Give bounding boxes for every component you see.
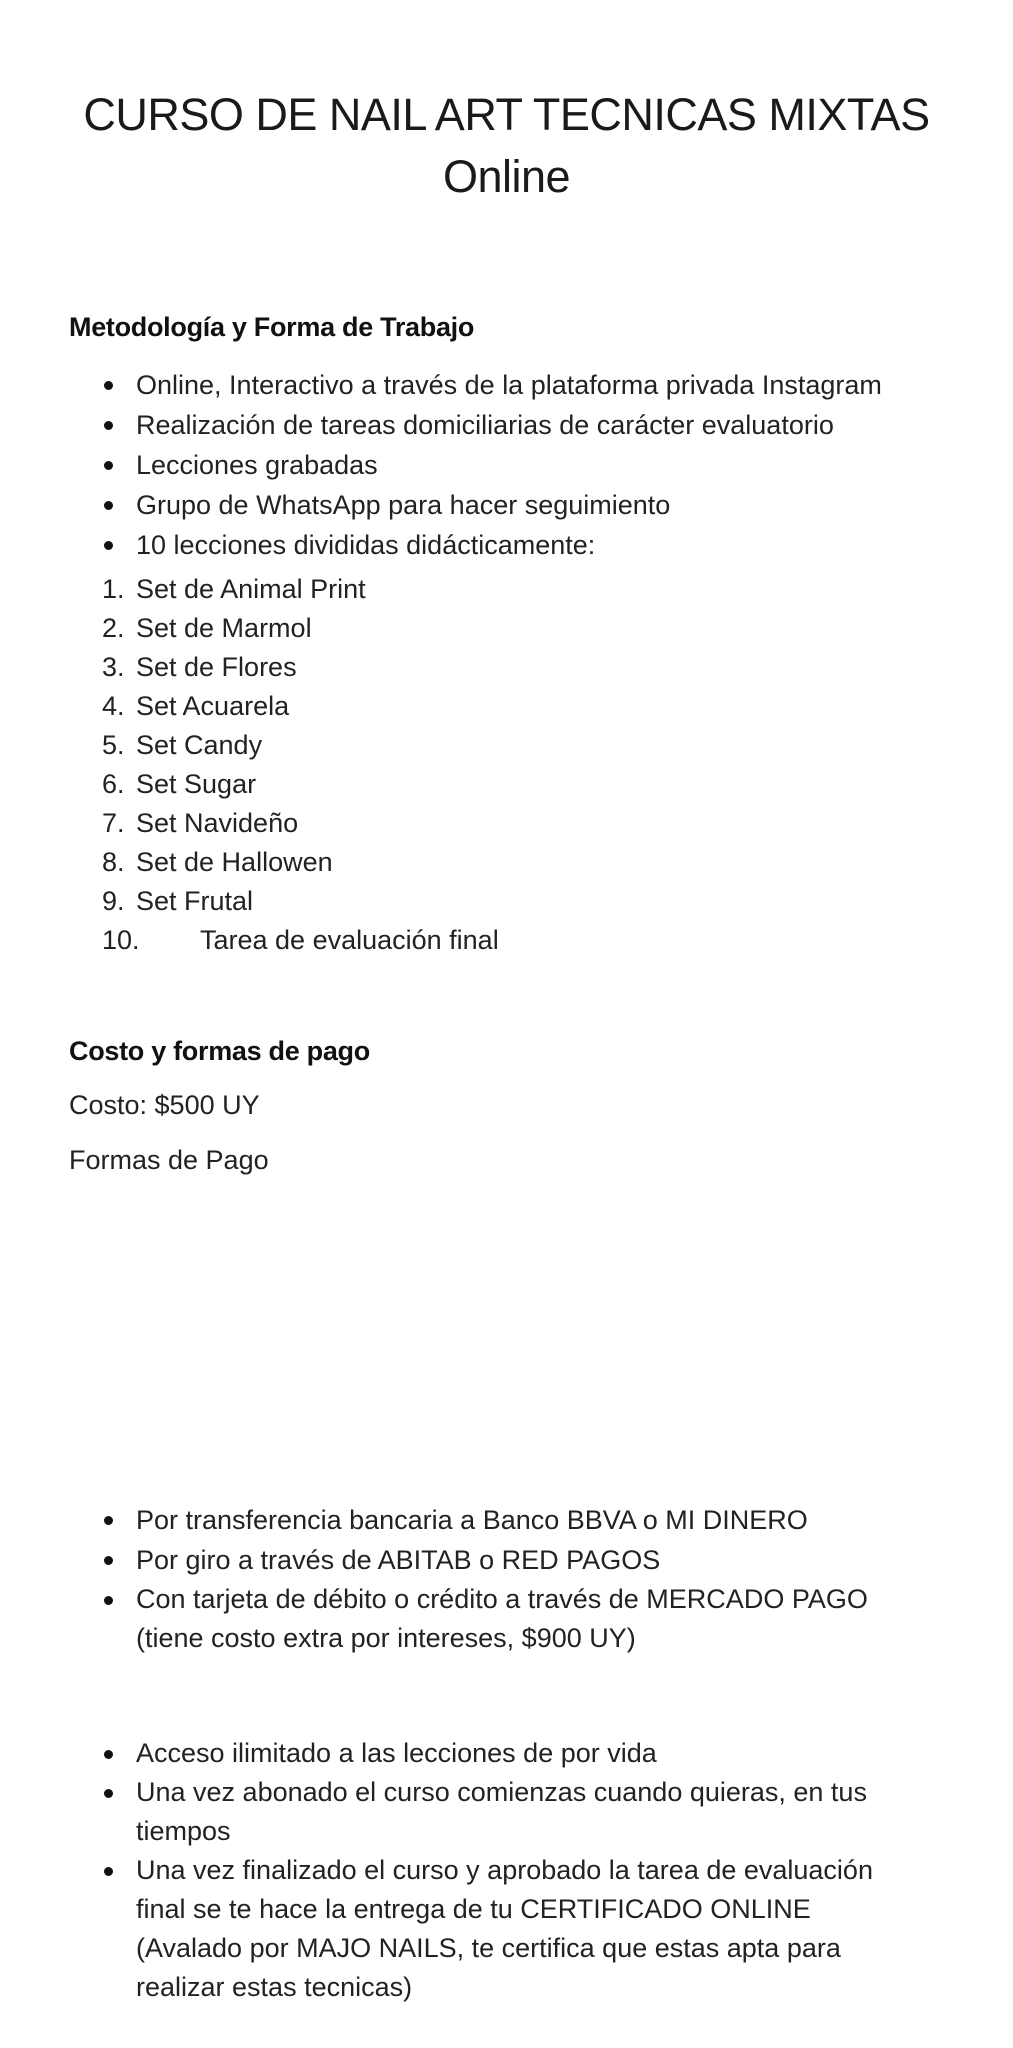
lesson-item: 1. Set de Animal Print bbox=[102, 574, 366, 604]
list-item: Una vez abonado el curso comienzas cuando quieras, en tus tiempos bbox=[0, 1773, 906, 1851]
bullet-icon bbox=[104, 1750, 113, 1759]
methodology-heading: Metodología y Forma de Trabajo bbox=[69, 312, 475, 342]
list-item: Una vez finalizado el curso y aprobado la tarea de evaluación final se te hace la entrega de tu CERTIFICADO ONLINE (Avalado por MAJO NAILS, te certifica que estas apta para realizar estas tecnicas) bbox=[0, 1851, 906, 2007]
lessons-list bbox=[0, 570, 900, 960]
payment-methods-label: Formas de Pago bbox=[69, 1145, 269, 1175]
bullet-icon bbox=[104, 1867, 113, 1876]
bullet-icon bbox=[104, 1789, 113, 1798]
lesson-item: 10. Tarea de evaluación final bbox=[102, 925, 499, 955]
bullet-icon bbox=[104, 1556, 113, 1565]
page-subtitle: Online bbox=[442, 151, 571, 202]
lesson-item: 6. Set Sugar bbox=[102, 769, 257, 799]
list-item: Por transferencia bancaria a Banco BBVA o MI DINERO bbox=[0, 1500, 906, 1540]
list-item: Con tarjeta de débito o crédito a través de MERCADO PAGO (tiene costo extra por intereses, $900 UY) bbox=[0, 1580, 906, 1658]
bullet-icon bbox=[104, 501, 113, 510]
lesson-item: 2. Set de Marmol bbox=[102, 613, 312, 643]
list-item: 10 lecciones divididas didácticamente: bbox=[0, 525, 906, 565]
list-item: Realización de tareas domiciliarias de carácter evaluatorio bbox=[0, 405, 906, 445]
list-item: Por giro a través de ABITAB o RED PAGOS bbox=[0, 1540, 906, 1580]
lesson-item: 8. Set de Hallowen bbox=[102, 847, 333, 877]
benefits-list bbox=[0, 1734, 906, 2007]
payment-methods-list bbox=[0, 1500, 906, 1658]
payment-heading: Costo y formas de pago bbox=[69, 1036, 370, 1066]
bullet-icon bbox=[104, 1516, 113, 1525]
list-item: Online, Interactivo a través de la plataforma privada Instagram bbox=[0, 365, 906, 405]
list-item: Acceso ilimitado a las lecciones de por vida bbox=[0, 1734, 906, 1773]
bullet-icon bbox=[104, 381, 113, 390]
bullet-icon bbox=[104, 1596, 113, 1605]
lesson-item: 9. Set Frutal bbox=[102, 886, 254, 916]
lesson-item: 7. Set Navideño bbox=[102, 808, 299, 838]
methodology-list bbox=[0, 365, 906, 565]
bullet-icon bbox=[104, 461, 113, 470]
lesson-item: 3. Set de Flores bbox=[102, 652, 297, 682]
list-item: Grupo de WhatsApp para hacer seguimiento bbox=[0, 485, 906, 525]
lesson-item: 5. Set Candy bbox=[102, 730, 263, 760]
bullet-icon bbox=[104, 421, 113, 430]
cost-text: Costo: $500 UY bbox=[69, 1090, 260, 1120]
bullet-icon bbox=[104, 541, 113, 550]
list-item: Lecciones grabadas bbox=[0, 445, 906, 485]
lesson-item: 4. Set Acuarela bbox=[102, 691, 290, 721]
page-title: CURSO DE NAIL ART TECNICAS MIXTAS bbox=[83, 89, 930, 140]
